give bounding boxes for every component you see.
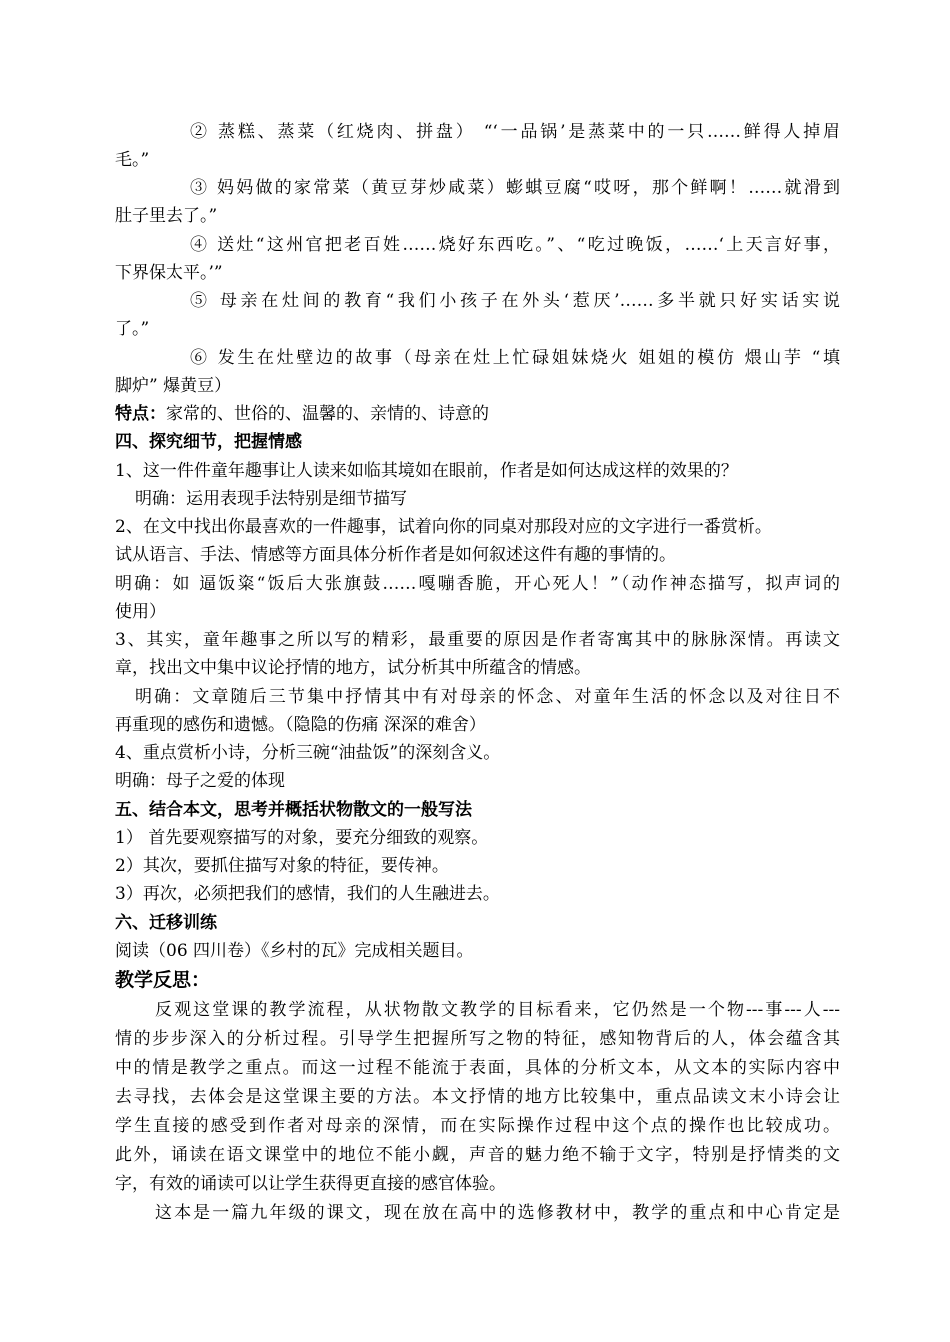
text-line: 去寻找，去体会是这堂课主要的方法。本文抒情的地方比较集中，重点品读文末小诗会让 <box>115 1087 840 1107</box>
text-line: 毛。” <box>115 150 150 170</box>
text-line: 了。” <box>115 319 150 339</box>
text-line: ⑤ 母亲在灶间的教育“我们小孩子在外头‘惹厌’……多半就只好实话实说 <box>190 291 840 311</box>
text-line: 试从语言、手法、情感等方面具体分析作者是如何叙述这件有趣的事情的。 <box>115 545 676 565</box>
reflection-heading: 教学反思： <box>115 969 211 991</box>
text-line: ② 蒸糕、蒸菜（红烧肉、拼盘） “‘一品锅’是蒸菜中的一只……鲜得人掉眉 <box>190 122 840 142</box>
text-line: 学生直接的感受到作者对母亲的深情，而在实际操作过程中这个点的操作也比较成功。 <box>115 1116 840 1136</box>
text-line: 4、重点赏析小诗，分析三碗“油盐饭”的深刻含义。 <box>115 743 501 763</box>
text-line: 章，找出文中集中议论抒情的地方，试分析其中所蕴含的情感。 <box>115 658 591 678</box>
section-heading: 五、结合本文，思考并概括状物散文的一般写法 <box>115 800 472 820</box>
section-heading: 四、探究细节，把握情感 <box>115 432 302 452</box>
text-line: 2、在文中找出你最喜欢的一件趣事，试着向你的同桌对那段对应的文字进行一番赏析。 <box>115 517 772 537</box>
text-line: 此外，诵读在语文课堂中的地位不能小觑，声音的魅力绝不输于文字，特别是抒情类的文 <box>115 1145 840 1165</box>
text-line: 这本是一篇九年级的课文，现在放在高中的选修教材中，教学的重点和中心肯定是 <box>155 1203 840 1223</box>
features-label: 特点： <box>115 404 166 424</box>
text-line: 2）其次，要抓住描写对象的特征，要传神。 <box>115 856 449 876</box>
text-line: 肚子里去了。” <box>115 206 218 226</box>
text-line: ③ 妈妈做的家常菜（黄豆芽炒咸菜）蟛蜞豆腐“哎呀，那个鲜啊！……就滑到 <box>190 178 840 198</box>
text-line: 再重现的感伤和遗憾。（隐隐的伤痛 深深的难舍） <box>115 715 486 735</box>
text-line: 明确：运用表现手法特别是细节描写 <box>135 489 407 509</box>
text-line: 明确：母子之爱的体现 <box>115 771 285 791</box>
text-line: 明确：如 逼饭粢“饭后大张旗鼓……嘎嘣香脆，开心死人！”（动作神态描写，拟声词的 <box>115 574 840 594</box>
text-line: 脚炉” 爆黄豆） <box>115 376 232 396</box>
text-line: ④ 送灶“这州官把老百姓……烧好东西吃。”、“吃过晚饭，……‘上天言好事， <box>190 235 840 255</box>
features-line <box>115 400 840 428</box>
text-line: 明确：文章随后三节集中抒情其中有对母亲的怀念、对童年生活的怀念以及对往日不 <box>135 687 840 707</box>
text-line: 阅读（06 四川卷）《乡村的瓦》完成相关题目。 <box>115 941 474 961</box>
text-line: 3、其实，童年趣事之所以写的精彩，最重要的原因是作者寄寓其中的脉脉深情。再读文 <box>115 630 840 650</box>
text-line: 使用） <box>115 602 166 622</box>
text-line: 反观这堂课的教学流程，从状物散文教学的目标看来，它仍然是一个物---事---人--- <box>155 1000 840 1020</box>
text-line: 3）再次，必须把我们的感情，我们的人生融进去。 <box>115 884 500 904</box>
section-heading: 六、迁移训练 <box>115 913 217 933</box>
text-line: 中的情是教学之重点。而这一过程不能流于表面，具体的分析文本，从文本的实际内容中 <box>115 1058 840 1078</box>
text-line: 情的步步深入的分析过程。引导学生把握所写之物的特征，感知物背后的人，体会蕴含其 <box>115 1029 840 1049</box>
features-text: 家常的、世俗的、温馨的、亲情的、诗意的 <box>166 404 489 424</box>
text-line: 下界保太平。’” <box>115 263 223 283</box>
text-line: 1） 首先要观察描写的对象，要充分细致的观察。 <box>115 828 489 848</box>
text-line: 1、这一件件童年趣事让人读来如临其境如在眼前，作者是如何达成这样的效果的？ <box>115 461 738 481</box>
text-line: 字，有效的诵读可以让学生获得更直接的感官体验。 <box>115 1174 506 1194</box>
text-line: ⑥ 发生在灶壁边的故事（母亲在灶上忙碌姐妹烧火 姐姐的模仿 煨山芋 “填 <box>190 348 840 368</box>
